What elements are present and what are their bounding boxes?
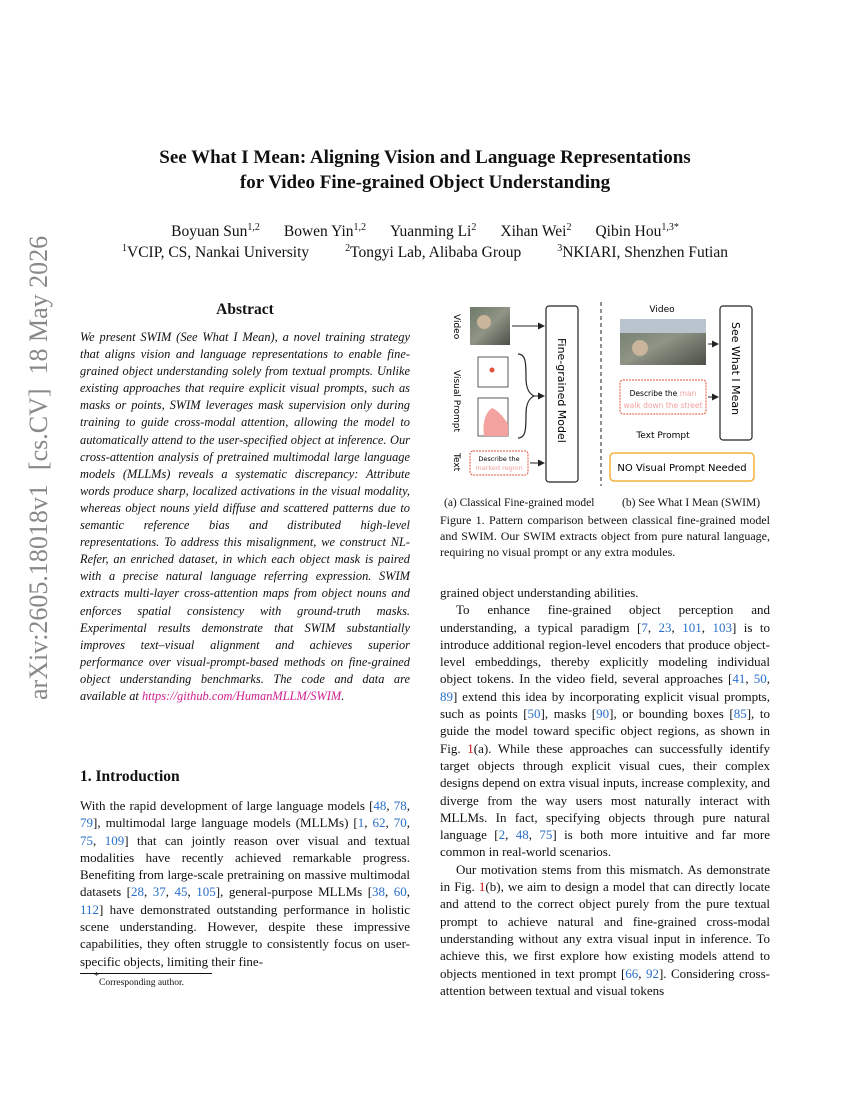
- figure-1a-caption: (a) Classical Fine-grained model: [444, 497, 595, 509]
- author-5: Qibin Hou$^{1,3*}$: [595, 222, 679, 240]
- citation-link[interactable]: 112: [80, 901, 100, 917]
- abstract-body: [80, 329, 410, 705]
- left-video-thumbnail: [470, 307, 510, 345]
- citation-link[interactable]: 48: [373, 798, 387, 813]
- author-3: Yuanming Li$^2$: [390, 222, 477, 240]
- fine-grained-model-label: Fine-grained Model: [555, 338, 568, 443]
- intro-paragraph-1: With the rapid development of large language models [48, 78, 79], multimodal large language models (MLLMs) [1, 62, 70, 75, 109] that can jointly reason over visual and textual modalities have recently achieved remarkable progress. Benefiting from large-scale pretraining on massive multimodal datasets [28, 37, 45, 105], general-purpose MLLMs [38, 60, 112] have demonstrated outstanding performance in holistic scene understanding. However, despite these impressive capabilities, they often struggle to consistently focus on user-specific objects, limiting their fine-: [80, 798, 411, 969]
- figure-1b-caption: (b) See What I Mean (SWIM): [622, 497, 761, 509]
- intro-paragraph-2: To enhance fine-grained object perception and understanding, a typical paradigm [7, 23, 101, 103] is to introduce additional region-level encoders that produce object-level embeddings, thereby explicitly modeling individual object tokens. In the video field, several approaches [41, 50, 89] extend this idea by incorporating explicit visual prompts, such as points [50], masks [90], or bounding boxes [85], to guide the model toward specific object regions, as shown in Fig. 1(a). While these approaches can successfully identify target objects through explicit visual cues, their complex designs depend on extra visual inputs, increase complexity, and diverge from the way users most naturally interact with MLLMs. In fact, specifying objects through pure natural language [2, 48, 75] is both more intuitive and far more common in real-world scenarios.: [440, 602, 771, 860]
- left-visual-prompt-label: Visual Prompt: [451, 370, 461, 433]
- right-video-label: Video: [649, 305, 675, 315]
- figure-1-caption: Figure 1. Pattern comparison between classical fine-grained model and SWIM. Our SWIM extracts object from pure natural language, requiring no visual prompt or any extra modules.: [440, 513, 770, 559]
- citation-link[interactable]: 92: [645, 965, 659, 981]
- paper-title-line1: See What I Mean: Aligning Vision and Language Representations: [159, 147, 691, 168]
- arxiv-category: [cs.CV]: [24, 388, 53, 471]
- citation-link[interactable]: 70: [393, 815, 407, 831]
- no-visual-prompt-label: NO Visual Prompt Needed: [617, 463, 747, 474]
- citation-link[interactable]: 38: [372, 884, 386, 900]
- svg-text:marked region: marked region: [475, 464, 523, 472]
- citation-link[interactable]: 105: [196, 884, 216, 900]
- citation-link[interactable]: 109: [104, 832, 125, 848]
- citation-link[interactable]: 23: [658, 619, 672, 635]
- citation-link[interactable]: 2: [498, 827, 506, 843]
- author-4: Xihan Wei$^2$: [500, 222, 572, 240]
- citation-link[interactable]: 60: [393, 884, 407, 900]
- left-text-label: Text: [451, 453, 461, 472]
- arxiv-date: 18 May 2026: [24, 235, 53, 375]
- citation-link[interactable]: 66: [625, 965, 639, 981]
- author-list: [0, 223, 850, 241]
- citation-link[interactable]: 90: [596, 706, 610, 722]
- left-video-label: Video: [451, 314, 461, 340]
- abstract-text: We present SWIM (See What I Mean), a novel training strategy that aligns vision and language representations to enable fine-grained object understanding solely from textual prompts. Unlike existing approaches that require explicit visual prompts, such as masks or points, SWIM leverages mask supervision only during training to guide cross-modal attention, allowing the model to automatically attend to the user-specified object at inference. Our cross-attention analysis of pretrained multimodal large language models (MLLMs) reveals a systematic discrepancy: Attribute words produce sharp, localized activations in the visual modality, whereas object nouns yield diffuse and scattered patterns due to semantic reference bias and distributed high-level representations. To address this misalignment, we construct NL-Refer, an enriched dataset, in which each object mask is paired with a precise natural language referring expression. SWIM extracts multi-layer cross-attention maps from object nouns and enforces spatial consistency with ground-truth masks. Experimental results demonstrate that SWIM substantially improves text–visual alignment and achieves superior performance over visual-prompt-based methods on fine-grained object understanding benchmarks. The code and data are available at: [80, 330, 410, 703]
- citation-link[interactable]: 75: [80, 832, 93, 848]
- citation-link[interactable]: 48: [515, 827, 529, 843]
- author-1: Boyuan Sun$^{1,2}$: [171, 222, 260, 240]
- paper-title-line2: for Video Fine-grained Object Understanding: [239, 172, 611, 193]
- arxiv-id: arXiv:2605.18018v1: [24, 484, 53, 700]
- citation-link[interactable]: 101: [682, 619, 702, 635]
- footnote-rule: [80, 973, 212, 974]
- affiliation-2: $^2$Tongyi Lab, Alibaba Group: [345, 243, 522, 261]
- citation-link[interactable]: 41: [732, 671, 746, 687]
- affiliation-list: [0, 244, 850, 262]
- citation-link[interactable]: 78: [393, 798, 407, 813]
- citation-link[interactable]: 37: [152, 884, 166, 900]
- figure-reference-link[interactable]: 1: [478, 879, 486, 895]
- svg-text:Describe the: Describe the: [478, 455, 520, 463]
- figure-1-diagram: [440, 298, 770, 510]
- svg-text:Describe the man: Describe the man: [629, 389, 697, 398]
- citation-link[interactable]: 1: [357, 815, 365, 831]
- citation-link[interactable]: 7: [641, 619, 648, 635]
- citation-link[interactable]: 62: [372, 815, 386, 831]
- footnote-text: Corresponding author.: [99, 978, 184, 988]
- citation-link[interactable]: 75: [539, 827, 553, 843]
- abstract-heading: Abstract: [216, 301, 274, 318]
- intro-paragraph-3: Our motivation stems from this mismatch. As demonstrate in Fig. 1(b), we aim to design a model that can directly locate and attend to the correct object purely from the pure textual prompt to achieve natural and fine-grained cross-modal understanding without any extra visual input in inference. To achieve this, we first explore how existing models attend to objects mentioned in text prompt [66, 92]. Considering cross-attention between textual and visual tokens: [440, 861, 770, 998]
- swim-model-label: See What I Mean: [729, 322, 742, 416]
- code-link[interactable]: https://github.com/HumanMLLM/SWIM: [141, 688, 342, 703]
- figure-reference-link[interactable]: 1: [467, 740, 474, 756]
- author-2: Bowen Yin$^{1,2}$: [283, 222, 366, 240]
- footnote: *Corresponding author.: [94, 971, 184, 988]
- citation-link[interactable]: 45: [174, 884, 188, 900]
- figure-1: [440, 298, 770, 510]
- citation-link[interactable]: 79: [80, 815, 93, 831]
- abstract-end: .: [341, 688, 345, 703]
- citation-link[interactable]: 103: [712, 619, 732, 635]
- citation-link[interactable]: 85: [733, 706, 747, 722]
- point-prompt-dot: [490, 368, 495, 373]
- prompt-brace: [518, 354, 534, 438]
- intro-right-column: [440, 584, 770, 999]
- right-text-prompt-label: Text Prompt: [636, 431, 690, 441]
- citation-link[interactable]: 28: [131, 884, 144, 900]
- citation-link[interactable]: 50: [753, 671, 767, 687]
- arxiv-stamp: [24, 222, 54, 700]
- section-heading-introduction: 1. Introduction: [80, 768, 180, 785]
- svg-text:walk down the street: walk down the street: [623, 401, 703, 410]
- intro-left-column: [80, 797, 410, 970]
- intro-paragraph-1-continued: grained object understanding abilities.: [440, 585, 639, 600]
- affiliation-1: $^1$VCIP, CS, Nankai University: [122, 243, 310, 261]
- affiliation-3: $^3$NKIARI, Shenzhen Futian: [557, 243, 728, 261]
- citation-link[interactable]: 50: [527, 706, 541, 722]
- citation-link[interactable]: 89: [440, 688, 453, 704]
